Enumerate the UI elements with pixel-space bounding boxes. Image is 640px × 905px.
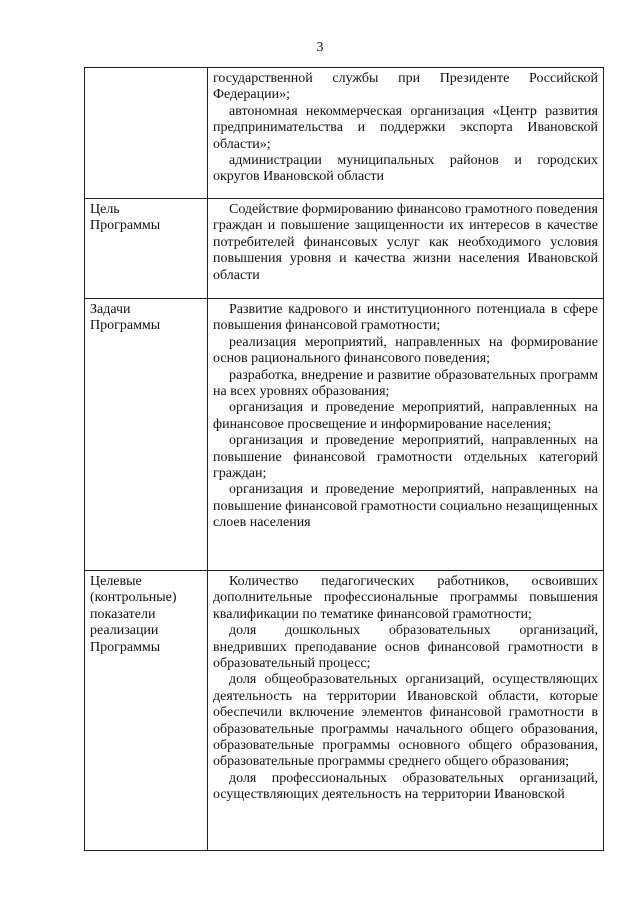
paragraph: организация и проведение мероприятий, направленных на повышение финансовой грамотности отдельных категорий граждан;: [213, 433, 598, 482]
paragraph: автономная некоммерческая организация «Центр развития предпринимательства и поддержки экспорта Ивановской области»;: [213, 103, 598, 152]
paragraph: разработка, внедрение и развитие образовательных программ на всех уровнях образования;: [213, 367, 598, 400]
label-line: Программы: [90, 639, 161, 655]
row-content-goal: [208, 199, 604, 299]
table-row-indicators: [85, 571, 604, 851]
row-label-tasks: [85, 299, 208, 571]
label-line: Цель: [90, 202, 120, 217]
paragraph: Количество педагогических работников, освоивших дополнительные профессиональные программы повышения квалификации по тематике финансовой грамотности;: [213, 574, 598, 622]
label-line: показатели: [90, 606, 156, 622]
paragraph: реализация мероприятий, направленных на формирование основ рационального финансового поведения;: [213, 334, 598, 367]
label-line: Задачи: [90, 302, 131, 317]
label-line: Программы: [90, 318, 161, 334]
row-label-indicators: [85, 571, 208, 851]
label-line: (контрольные): [90, 590, 177, 606]
paragraph: доля общеобразовательных организаций, осуществляющих деятельность на территории Ивановской области, которые обеспечили включение элементов финансовой грамотности в образовательные программы начального общего образования, образовательные программы основного общего образования, образовательные программы среднего общего образования;: [213, 672, 598, 770]
row-label-empty: [85, 68, 208, 199]
page-number: 3: [316, 40, 324, 55]
label-line: реализации: [90, 623, 159, 639]
paragraph: организация и проведение мероприятий, направленных на финансовое просвещение и информирование населения;: [213, 400, 598, 432]
table-row-goal: [85, 199, 604, 299]
paragraph: Развитие кадрового и институционного потенциала в сфере повышения финансовой грамотности;: [213, 302, 598, 334]
table-row-executors-continued: [85, 68, 604, 199]
row-label-goal: [85, 199, 208, 299]
label-line: Целевые: [90, 574, 142, 589]
table-row-tasks: [85, 299, 604, 571]
row-content-indicators: [208, 571, 604, 851]
paragraph: государственной службы при Президенте Российской Федерации»;: [213, 71, 598, 103]
paragraph: администрации муниципальных районов и городских округов Ивановской области: [213, 153, 598, 185]
paragraph: доля профессиональных образовательных организаций, осуществляющих деятельность на территории Ивановской: [213, 770, 598, 803]
row-content-tasks: [208, 299, 604, 571]
program-passport-table: [84, 67, 604, 851]
paragraph: организация и проведение мероприятий, направленных на повышение финансовой грамотности социально незащищенных слоев населения: [213, 482, 598, 531]
paragraph: доля дошкольных образовательных организаций, внедривших преподавание основ финансовой грамотности в образовательный процесс;: [213, 623, 598, 672]
paragraph: Содействие формированию финансово грамотного поведения граждан и повышение защищенности их интересов в качестве потребителей финансовых услуг как необходимого условия повышения уровня и качества жизни населения Ивановской области: [213, 202, 598, 283]
label-line: Программы: [90, 218, 161, 234]
row-content-executors: [208, 68, 604, 199]
